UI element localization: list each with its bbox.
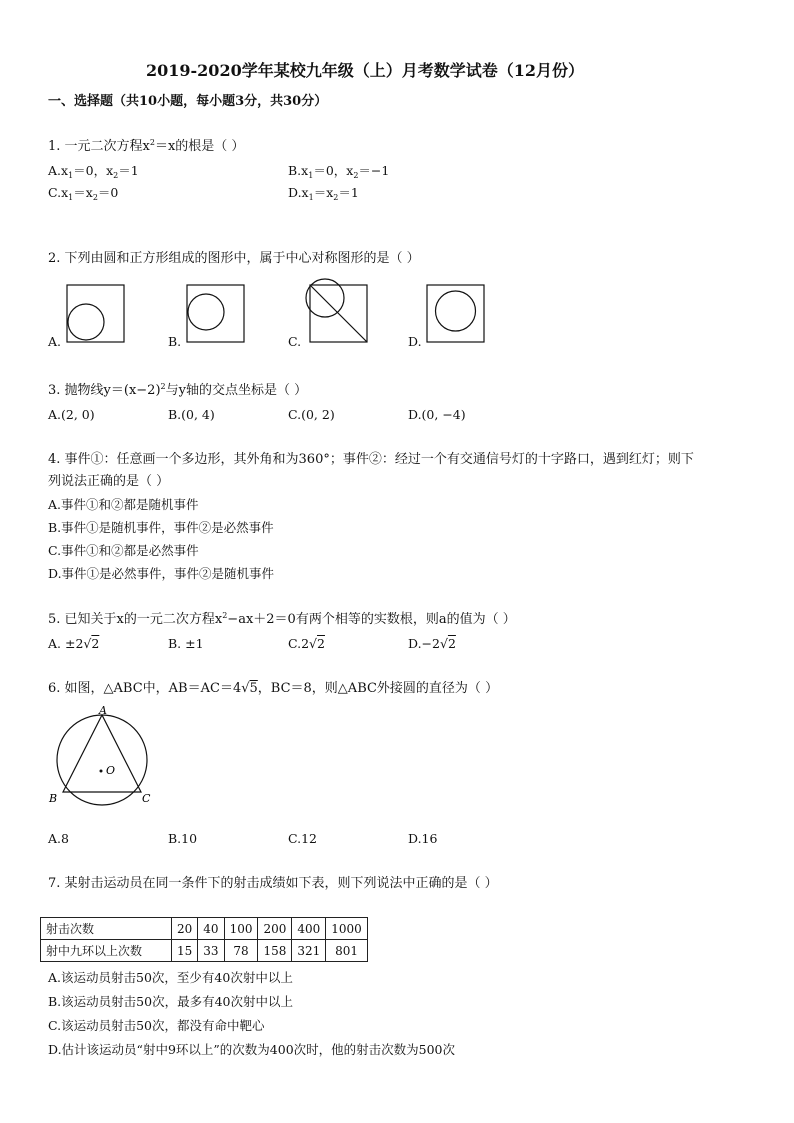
table-row — [41, 940, 368, 962]
vertex-label-c: C — [142, 792, 151, 805]
question-6-option-a[interactable]: A.8 — [48, 831, 69, 846]
question-7-option-c[interactable]: C.该运动员射击50次，都没有命中靶心 — [48, 1018, 265, 1033]
question-4-stem-line2: 列说法正确的是（ ） — [48, 474, 170, 489]
question-6-option-d[interactable]: D.16 — [408, 831, 438, 846]
table-cell: 78 — [224, 940, 258, 962]
figure-option-d — [426, 284, 486, 344]
vertex-label-a: A — [99, 704, 107, 717]
question-1-option-b[interactable]: $B.x_1=0$，$x_2=-1$ — [288, 163, 390, 180]
table-cell: 15 — [172, 940, 198, 962]
question-5-option-b[interactable]: B. ±1 — [168, 636, 204, 651]
table-cell: 40 — [198, 918, 224, 940]
table-cell: 158 — [258, 940, 292, 962]
question-5-stem: 5. 已知关于x的一元二次方程$x^2-ax+2=0$有两个相等的实数根，则a的值为（ ） — [48, 611, 516, 627]
question-5-option-a[interactable]: A. ±2√2 — [48, 636, 100, 651]
figure-label-a[interactable]: A. — [48, 334, 62, 349]
table-cell: 321 — [292, 940, 326, 962]
question-5-option-c[interactable]: C.2√2 — [288, 636, 325, 651]
question-1-stem: 1. 一元二次方程$x^2=x$的根是（ ） — [48, 138, 245, 154]
question-6-option-b[interactable]: B.10 — [168, 831, 198, 846]
question-6-option-c[interactable]: C.12 — [288, 831, 317, 846]
square-shape — [67, 285, 124, 342]
circle-shape — [188, 294, 224, 330]
figure-label-c[interactable]: C. — [288, 334, 302, 349]
diagonal-line — [310, 285, 367, 342]
figure-label-b[interactable]: B. — [168, 334, 182, 349]
question-3-option-b[interactable]: B.(0, 4) — [168, 407, 215, 422]
question-6-stem: 6. 如图，△ABC中，AB＝AC＝4√5，BC＝8，则△ABC外接圆的直径为（ ） — [48, 681, 499, 696]
question-4-stem-line1: 4. 事件①：任意画一个多边形，其外角和为360°；事件②：经过一个有交通信号灯的十字路口，遇到红灯；则下 — [48, 452, 694, 467]
table-row-header: 射中九环以上次数 — [41, 940, 172, 962]
question-3-option-d[interactable]: D.(0, −4) — [408, 407, 466, 422]
question-5-option-d[interactable]: D.−2√2 — [408, 636, 456, 651]
sqrt-symbol: √ — [439, 636, 448, 651]
table-cell: 200 — [258, 918, 292, 940]
table-cell: 1000 — [326, 918, 368, 940]
center-point — [100, 770, 103, 773]
section-heading: 一、选择题（共10小题，每小题3分，共30分） — [48, 94, 328, 109]
figure-option-a — [66, 284, 126, 344]
circle-shape — [436, 291, 476, 331]
question-7-option-b[interactable]: B.该运动员射击50次，最多有40次射中以上 — [48, 994, 293, 1009]
question-1-option-c[interactable]: $C.x_1=x_2=0$ — [48, 185, 119, 202]
table-row — [41, 918, 368, 940]
question-1-option-a[interactable]: $A.x_1=0$，$x_2=1$ — [48, 163, 139, 180]
table-cell: 33 — [198, 940, 224, 962]
table-cell: 801 — [326, 940, 368, 962]
figure-option-c — [304, 278, 370, 344]
question-7-stem: 7. 某射击运动员在同一条件下的射击成绩如下表，则下列说法中正确的是（ ） — [48, 876, 498, 891]
shooting-table — [40, 917, 368, 962]
question-3-stem: 3. 抛物线$y=(x-2)^2$与y轴的交点坐标是（ ） — [48, 382, 308, 398]
question-3-option-a[interactable]: A.(2, 0) — [48, 407, 95, 422]
question-4-option-d[interactable]: D.事件①是必然事件，事件②是随机事件 — [48, 566, 275, 581]
center-label-o: O — [106, 764, 116, 777]
sqrt-symbol: √ — [309, 636, 318, 651]
table-row-header: 射击次数 — [41, 918, 172, 940]
question-4-option-c[interactable]: C.事件①和②都是必然事件 — [48, 543, 199, 558]
question-4-option-a[interactable]: A.事件①和②都是随机事件 — [48, 497, 199, 512]
table-cell: 400 — [292, 918, 326, 940]
question-7-option-d[interactable]: D.估计该运动员“射中9环以上”的次数为400次时，他的射击次数为500次 — [48, 1042, 456, 1057]
sqrt-symbol: √ — [83, 636, 92, 651]
question-4-option-b[interactable]: B.事件①是随机事件，事件②是必然事件 — [48, 520, 274, 535]
question-3-option-c[interactable]: C.(0, 2) — [288, 407, 335, 422]
question-1-option-d[interactable]: $D.x_1=x_2=1$ — [288, 185, 359, 202]
table-cell: 100 — [224, 918, 258, 940]
sqrt-symbol: √ — [241, 681, 250, 696]
square-shape — [187, 285, 244, 342]
figure-label-d[interactable]: D. — [408, 334, 422, 349]
table-cell: 20 — [172, 918, 198, 940]
question-7-option-a[interactable]: A.该运动员射击50次，至少有40次射中以上 — [48, 970, 293, 985]
question-2-stem: 2. 下列由圆和正方形组成的图形中，属于中心对称图形的是（ ） — [48, 251, 420, 266]
circumcircle-figure — [44, 704, 164, 808]
page-title: 2019-2020学年某校九年级（上）月考数学试卷（12月份） — [146, 61, 584, 80]
triangle-abc — [63, 715, 141, 792]
vertex-label-b: B — [49, 792, 58, 805]
circle-shape — [68, 304, 104, 340]
figure-option-b — [186, 284, 246, 344]
